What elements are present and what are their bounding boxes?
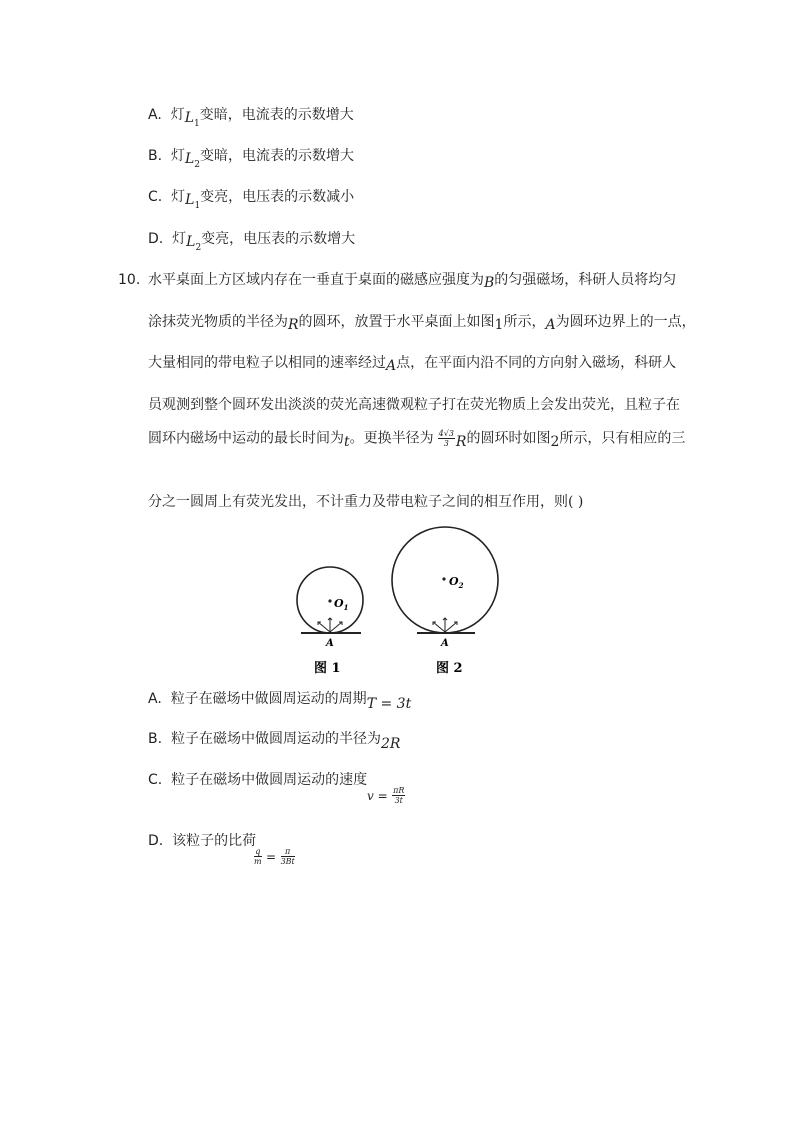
question-line-2: 涂抹荧光物质的半径为R的圆环，放置于水平桌面上如图1所示，A为圆环边界上的一点， [148,314,696,333]
option-text: 变亮，电压表的示数增大 [201,231,356,247]
option-label: D. [148,231,164,247]
fig2-ring [392,527,498,633]
option-label: C. [148,772,163,788]
radius-fraction: $\frac{4√3}{3}$ [438,429,454,448]
fig2-center-dot [442,577,445,580]
math-var: 1 [494,317,504,333]
option-label: C. [148,189,163,205]
option-text: 变亮，电压表的示数减小 [200,189,355,205]
question-number: 10. [118,272,141,288]
math-var: B [484,275,495,291]
option-label: D. [148,833,164,849]
question-line-6: 分之一圆周上有荧光发出，不计重力及带电粒子之间的相互作用，则( ) [148,494,584,510]
option-text: 灯 [172,231,187,247]
fig2-caption: 图 2 [436,661,463,676]
math-var: 2 [550,433,560,450]
option-label: A. [148,691,162,707]
fig1-caption: 图 1 [314,661,341,676]
math-var: $L_2$ [186,234,202,253]
math-var: A [545,317,556,333]
speed-fraction: $\frac{\pi R}{3t}$ [393,786,405,805]
math-var: $L_1$ [185,192,201,211]
fig2-arrows [433,618,457,632]
option-text: 灯 [170,107,185,123]
option-math: 2R [380,736,401,752]
option-text: 该粒子的比荷 [172,833,257,849]
option-a-prev [148,106,354,130]
option-d-prev [148,230,355,254]
option-label: B. [148,148,163,164]
fig2-point-a: A [441,638,449,649]
option-text: 粒子在磁场中做圆周运动的速度 [171,772,368,788]
fig1-center-dot [328,599,331,602]
math-var: $L_2$ [184,151,200,170]
option-text: 粒子在磁场中做圆周运动的周期 [170,691,367,707]
option-text: 粒子在磁场中做圆周运动的半径为 [170,731,381,747]
option-text: 变暗，电流表的示数增大 [199,107,354,123]
question-line-3: 大量相同的带电粒子以相同的速率经过A点，在平面内沿不同的方向射入磁场，科研人 [148,355,677,374]
option-c-prev [148,188,354,212]
fig1-center-label: $O_1$ [334,597,349,612]
ratio-fraction-rhs: $\frac{\pi}{3Bt}$ [280,847,295,866]
option-c-formula [367,786,405,805]
equals-sign: = [266,849,277,864]
option-text: 灯 [170,148,185,164]
option-b [148,730,401,752]
option-label: B. [148,731,163,747]
option-math: T = 3t [366,696,412,712]
fig1-arrows [318,618,342,632]
ratio-fraction-lhs: $\frac{q}{m}$ [254,847,262,866]
math-var: R [455,433,467,450]
option-text: 变暗，电流表的示数增大 [200,148,354,164]
math-var: R [288,317,299,333]
option-c [148,771,367,789]
option-b-prev [148,147,354,171]
question-line-4: 员观测到整个圆环发出淡淡的荧光高速微观粒子打在荧光物质上会发出荧光，且粒子在 [148,397,680,413]
fig2-center-label: $O_2$ [449,575,464,590]
option-d [148,832,256,850]
option-label: A. [148,107,162,123]
question-line-5: 圆环内磁场中运动的最长时间为t。更换半径为 $\frac{4√3}{3}$ R的圆环时如图2所示，只有相应的三 [148,429,686,450]
option-text: 灯 [171,189,186,205]
math-var: $L_1$ [184,110,200,129]
option-math: v = [367,788,388,803]
fig1-ring [297,567,363,633]
question-line-1: 水平桌面上方区域内存在一垂直于桌面的磁感应强度为B的匀强磁场，科研人员将均匀 [148,272,677,291]
answer-parens: ( ) [568,494,584,510]
option-a [148,690,412,712]
math-var: t [344,433,350,450]
option-d-formula [254,847,295,866]
math-var: A [386,358,397,374]
fig1-point-a: A [326,638,334,649]
